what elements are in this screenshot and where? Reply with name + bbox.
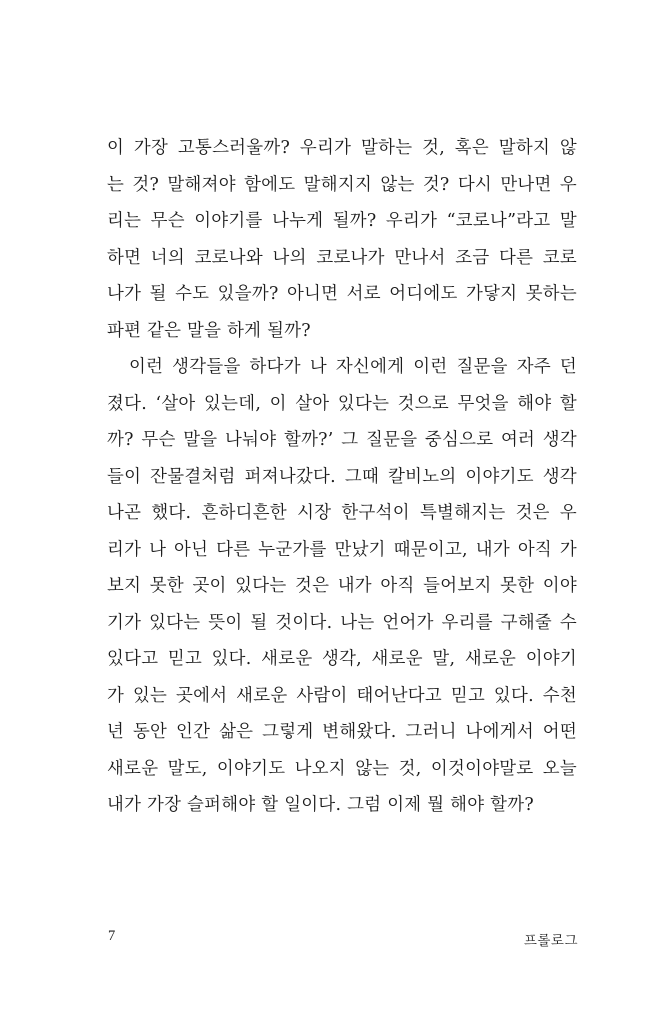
body-text [107,130,577,824]
text-line: 하면 너의 코로나와 나의 코로나가 만나서 조금 다른 코로 [107,247,577,268]
text-line: 들이 잔물결처럼 퍼져나갔다. 그때 칼비노의 이야기도 생각 [107,466,577,487]
text-line: 나곤 했다. 흔하디흔한 시장 한구석이 특별해지는 것은 우 [107,503,577,523]
text-line: 보지 못한 곳이 있다는 것은 내가 아직 들어보지 못한 이야 [107,576,577,596]
text-line: 년 동안 인간 삶은 그렇게 변해왔다. 그러니 나에게서 어떤 [107,722,577,742]
paragraph-2 [107,349,577,824]
text-line: 리가 나 아닌 다른 누군가를 만났기 때문이고, 내가 아직 가 [107,539,577,560]
paragraph-1 [107,130,577,349]
text-line: 리는 무슨 이야기를 나누게 될까? 우리가 “코로나”라고 말 [107,211,577,231]
text-line: 파편 같은 말을 하게 될까? [107,320,311,341]
text-line: 는 것? 말해져야 함에도 말해지지 않는 것? 다시 만나면 우 [107,174,577,195]
text-line: 내가 가장 슬퍼해야 할 일이다. 그럼 이제 뭘 해야 할까? [107,795,534,815]
running-footer-title: 프롤로그 [523,933,578,949]
text-line: 가 있는 곳에서 새로운 사람이 태어난다고 믿고 있다. 수천 [107,685,577,706]
text-line: 이런 생각들을 하다가 나 자신에게 이런 질문을 자주 던 [129,357,577,377]
text-line: 있다고 믿고 있다. 새로운 생각, 새로운 말, 새로운 이야기 [107,649,577,669]
page-number: 7 [108,928,116,944]
text-line: 나가 될 수도 있을까? 아니면 서로 어디에도 가닿지 못하는 [107,284,577,304]
text-line: 졌다. ‘살아 있는데, 이 살아 있다는 것으로 무엇을 해야 할 [107,393,577,414]
text-line: 새로운 말도, 이야기도 나오지 않는 것, 이것이야말로 오늘 [107,758,577,779]
text-line: 기가 있다는 뜻이 될 것이다. 나는 언어가 우리를 구해줄 수 [107,612,577,633]
text-line: 이 가장 고통스러울까? 우리가 말하는 것, 혹은 말하지 않 [107,138,577,158]
text-line: 까? 무슨 말을 나눠야 할까?’ 그 질문을 중심으로 여러 생각 [107,430,577,450]
